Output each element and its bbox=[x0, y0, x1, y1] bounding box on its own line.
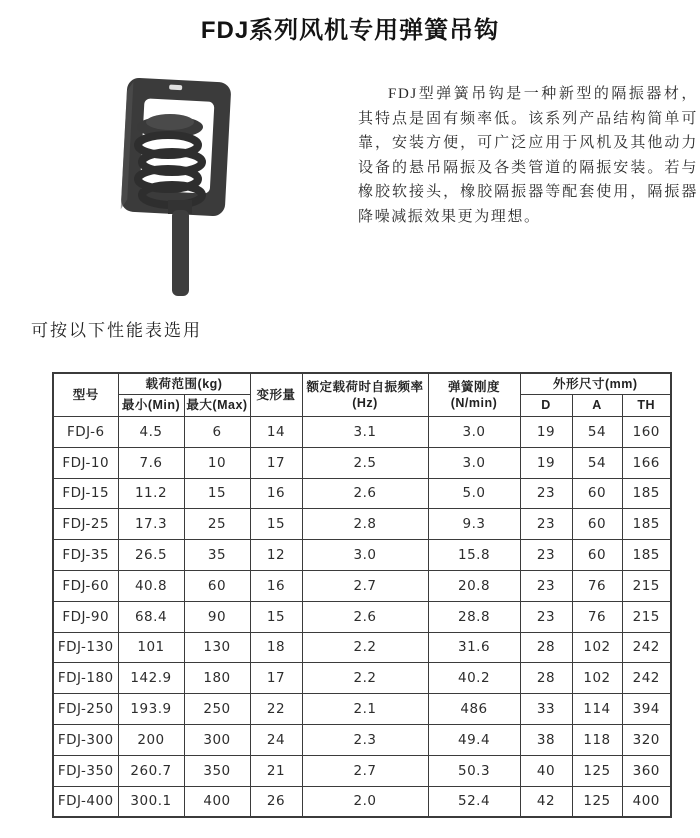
cell-frequency: 2.2 bbox=[302, 632, 428, 663]
table-row bbox=[53, 694, 671, 725]
frequency-label: 额定载荷时自振频率 bbox=[306, 379, 424, 394]
cell-frequency: 2.6 bbox=[302, 601, 428, 632]
performance-table bbox=[52, 372, 672, 818]
cell-deflection: 15 bbox=[250, 509, 302, 540]
table-row bbox=[53, 447, 671, 478]
cell-stiffness: 486 bbox=[428, 694, 520, 725]
cell-load-min: 101 bbox=[118, 632, 184, 663]
product-description: FDJ型弹簧吊钩是一种新型的隔振器材，其特点是固有频率低。该系列产品结构简单可靠，安装方便，可广泛应用于风机及其他动力设备的悬吊隔振及各类管道的隔振安装。若与橡胶软接头，橡胶隔振器等配套使用，隔振器降噪减振效果更为理想。 bbox=[358, 86, 698, 225]
cell-load-max: 90 bbox=[184, 601, 250, 632]
cell-model: FDJ-10 bbox=[53, 447, 118, 478]
col-header-load-min: 最小(Min) bbox=[118, 395, 184, 417]
cell-dim-th: 360 bbox=[622, 755, 671, 786]
table-row bbox=[53, 663, 671, 694]
col-header-model: 型号 bbox=[53, 373, 118, 417]
cell-dim-a: 54 bbox=[572, 417, 622, 448]
table-caption: 可按以下性能表选用 bbox=[31, 321, 202, 340]
hanger-rod bbox=[168, 200, 192, 296]
cell-model: FDJ-180 bbox=[53, 663, 118, 694]
cell-load-min: 26.5 bbox=[118, 540, 184, 571]
cell-load-min: 200 bbox=[118, 724, 184, 755]
cell-load-max: 250 bbox=[184, 694, 250, 725]
performance-table-body bbox=[53, 417, 671, 818]
cell-deflection: 26 bbox=[250, 786, 302, 817]
cell-frequency: 2.1 bbox=[302, 694, 428, 725]
page-title: FDJ系列风机专用弹簧吊钩 bbox=[200, 17, 500, 44]
product-photo bbox=[106, 70, 341, 305]
cell-load-min: 142.9 bbox=[118, 663, 184, 694]
cell-stiffness: 31.6 bbox=[428, 632, 520, 663]
col-header-dimensions: 外形尺寸(mm) bbox=[520, 373, 671, 395]
cell-load-max: 130 bbox=[184, 632, 250, 663]
cell-deflection: 15 bbox=[250, 601, 302, 632]
cell-frequency: 2.6 bbox=[302, 478, 428, 509]
col-header-dim-a: A bbox=[572, 395, 622, 417]
cell-stiffness: 5.0 bbox=[428, 478, 520, 509]
cell-load-max: 15 bbox=[184, 478, 250, 509]
cell-dim-a: 76 bbox=[572, 570, 622, 601]
cell-stiffness: 49.4 bbox=[428, 724, 520, 755]
cell-deflection: 17 bbox=[250, 447, 302, 478]
cell-dim-d: 40 bbox=[520, 755, 572, 786]
cell-load-max: 400 bbox=[184, 786, 250, 817]
table-row bbox=[53, 724, 671, 755]
col-header-stiffness bbox=[428, 373, 520, 417]
table-row bbox=[53, 786, 671, 817]
cell-load-min: 4.5 bbox=[118, 417, 184, 448]
cell-dim-d: 33 bbox=[520, 694, 572, 725]
cell-deflection: 16 bbox=[250, 478, 302, 509]
cell-deflection: 18 bbox=[250, 632, 302, 663]
cell-stiffness: 28.8 bbox=[428, 601, 520, 632]
cell-load-min: 193.9 bbox=[118, 694, 184, 725]
cell-deflection: 17 bbox=[250, 663, 302, 694]
cell-load-max: 35 bbox=[184, 540, 250, 571]
frame-hanging-hole bbox=[169, 85, 182, 91]
cell-load-min: 11.2 bbox=[118, 478, 184, 509]
cell-stiffness: 3.0 bbox=[428, 417, 520, 448]
cell-dim-a: 102 bbox=[572, 632, 622, 663]
cell-stiffness: 15.8 bbox=[428, 540, 520, 571]
table-row bbox=[53, 755, 671, 786]
cell-dim-d: 28 bbox=[520, 663, 572, 694]
cell-load-max: 300 bbox=[184, 724, 250, 755]
cell-deflection: 24 bbox=[250, 724, 302, 755]
cell-load-max: 25 bbox=[184, 509, 250, 540]
col-header-load-range: 载荷范围(kg) bbox=[118, 373, 250, 395]
cell-dim-a: 54 bbox=[572, 447, 622, 478]
header-row-top bbox=[53, 373, 671, 395]
cell-stiffness: 3.0 bbox=[428, 447, 520, 478]
cell-model: FDJ-250 bbox=[53, 694, 118, 725]
cell-model: FDJ-130 bbox=[53, 632, 118, 663]
cell-dim-d: 23 bbox=[520, 601, 572, 632]
cell-dim-d: 28 bbox=[520, 632, 572, 663]
col-header-deflection: 变形量 bbox=[250, 373, 302, 417]
cell-load-min: 7.6 bbox=[118, 447, 184, 478]
cell-load-max: 6 bbox=[184, 417, 250, 448]
cell-dim-th: 215 bbox=[622, 601, 671, 632]
cell-stiffness: 50.3 bbox=[428, 755, 520, 786]
cell-dim-d: 38 bbox=[520, 724, 572, 755]
cell-model: FDJ-25 bbox=[53, 509, 118, 540]
cell-model: FDJ-350 bbox=[53, 755, 118, 786]
spring bbox=[137, 114, 203, 205]
spring-hanger-illustration bbox=[106, 70, 341, 305]
cell-model: FDJ-90 bbox=[53, 601, 118, 632]
cell-model: FDJ-400 bbox=[53, 786, 118, 817]
cell-deflection: 21 bbox=[250, 755, 302, 786]
cell-dim-a: 60 bbox=[572, 509, 622, 540]
cell-load-min: 17.3 bbox=[118, 509, 184, 540]
cell-load-min: 300.1 bbox=[118, 786, 184, 817]
cell-dim-a: 125 bbox=[572, 786, 622, 817]
col-header-load-max: 最大(Max) bbox=[184, 395, 250, 417]
cell-frequency: 3.0 bbox=[302, 540, 428, 571]
cell-dim-d: 23 bbox=[520, 509, 572, 540]
table-header bbox=[53, 373, 671, 417]
table-row bbox=[53, 601, 671, 632]
cell-dim-th: 160 bbox=[622, 417, 671, 448]
cell-dim-th: 320 bbox=[622, 724, 671, 755]
cell-deflection: 16 bbox=[250, 570, 302, 601]
cell-dim-a: 114 bbox=[572, 694, 622, 725]
cell-dim-d: 19 bbox=[520, 447, 572, 478]
cell-dim-a: 118 bbox=[572, 724, 622, 755]
cell-model: FDJ-15 bbox=[53, 478, 118, 509]
cell-stiffness: 20.8 bbox=[428, 570, 520, 601]
table-row bbox=[53, 570, 671, 601]
cell-frequency: 3.1 bbox=[302, 417, 428, 448]
cell-load-max: 180 bbox=[184, 663, 250, 694]
cell-dim-a: 102 bbox=[572, 663, 622, 694]
cell-dim-a: 125 bbox=[572, 755, 622, 786]
cell-dim-a: 60 bbox=[572, 478, 622, 509]
cell-frequency: 2.8 bbox=[302, 509, 428, 540]
cell-dim-th: 242 bbox=[622, 663, 671, 694]
cell-dim-th: 215 bbox=[622, 570, 671, 601]
table-row bbox=[53, 540, 671, 571]
cell-model: FDJ-6 bbox=[53, 417, 118, 448]
cell-dim-th: 185 bbox=[622, 540, 671, 571]
cell-dim-d: 42 bbox=[520, 786, 572, 817]
col-header-dim-th: TH bbox=[622, 395, 671, 417]
cell-load-min: 68.4 bbox=[118, 601, 184, 632]
cell-dim-th: 185 bbox=[622, 509, 671, 540]
cell-load-max: 350 bbox=[184, 755, 250, 786]
spring-cap-top bbox=[146, 114, 194, 130]
table-row bbox=[53, 632, 671, 663]
stiffness-label: 弹簧刚度 bbox=[448, 379, 501, 394]
cell-frequency: 2.7 bbox=[302, 570, 428, 601]
cell-dim-d: 19 bbox=[520, 417, 572, 448]
cell-dim-th: 394 bbox=[622, 694, 671, 725]
cell-frequency: 2.0 bbox=[302, 786, 428, 817]
cell-model: FDJ-35 bbox=[53, 540, 118, 571]
cell-model: FDJ-300 bbox=[53, 724, 118, 755]
cell-stiffness: 52.4 bbox=[428, 786, 520, 817]
table-row bbox=[53, 509, 671, 540]
cell-frequency: 2.2 bbox=[302, 663, 428, 694]
cell-deflection: 22 bbox=[250, 694, 302, 725]
frequency-unit: (Hz) bbox=[352, 396, 378, 410]
cell-frequency: 2.5 bbox=[302, 447, 428, 478]
cell-dim-a: 76 bbox=[572, 601, 622, 632]
cell-dim-d: 23 bbox=[520, 570, 572, 601]
cell-frequency: 2.7 bbox=[302, 755, 428, 786]
cell-load-min: 40.8 bbox=[118, 570, 184, 601]
stiffness-unit: (N/min) bbox=[450, 396, 498, 410]
cell-load-min: 260.7 bbox=[118, 755, 184, 786]
cell-deflection: 12 bbox=[250, 540, 302, 571]
cell-dim-th: 242 bbox=[622, 632, 671, 663]
cell-dim-th: 185 bbox=[622, 478, 671, 509]
cell-model: FDJ-60 bbox=[53, 570, 118, 601]
cell-dim-d: 23 bbox=[520, 540, 572, 571]
table-row bbox=[53, 478, 671, 509]
cell-stiffness: 9.3 bbox=[428, 509, 520, 540]
cell-dim-a: 60 bbox=[572, 540, 622, 571]
cell-load-max: 60 bbox=[184, 570, 250, 601]
col-header-dim-d: D bbox=[520, 395, 572, 417]
cell-dim-d: 23 bbox=[520, 478, 572, 509]
cell-load-max: 10 bbox=[184, 447, 250, 478]
cell-stiffness: 40.2 bbox=[428, 663, 520, 694]
table-row bbox=[53, 417, 671, 448]
cell-deflection: 14 bbox=[250, 417, 302, 448]
cell-frequency: 2.3 bbox=[302, 724, 428, 755]
cell-dim-th: 166 bbox=[622, 447, 671, 478]
col-header-frequency bbox=[302, 373, 428, 417]
cell-dim-th: 400 bbox=[622, 786, 671, 817]
